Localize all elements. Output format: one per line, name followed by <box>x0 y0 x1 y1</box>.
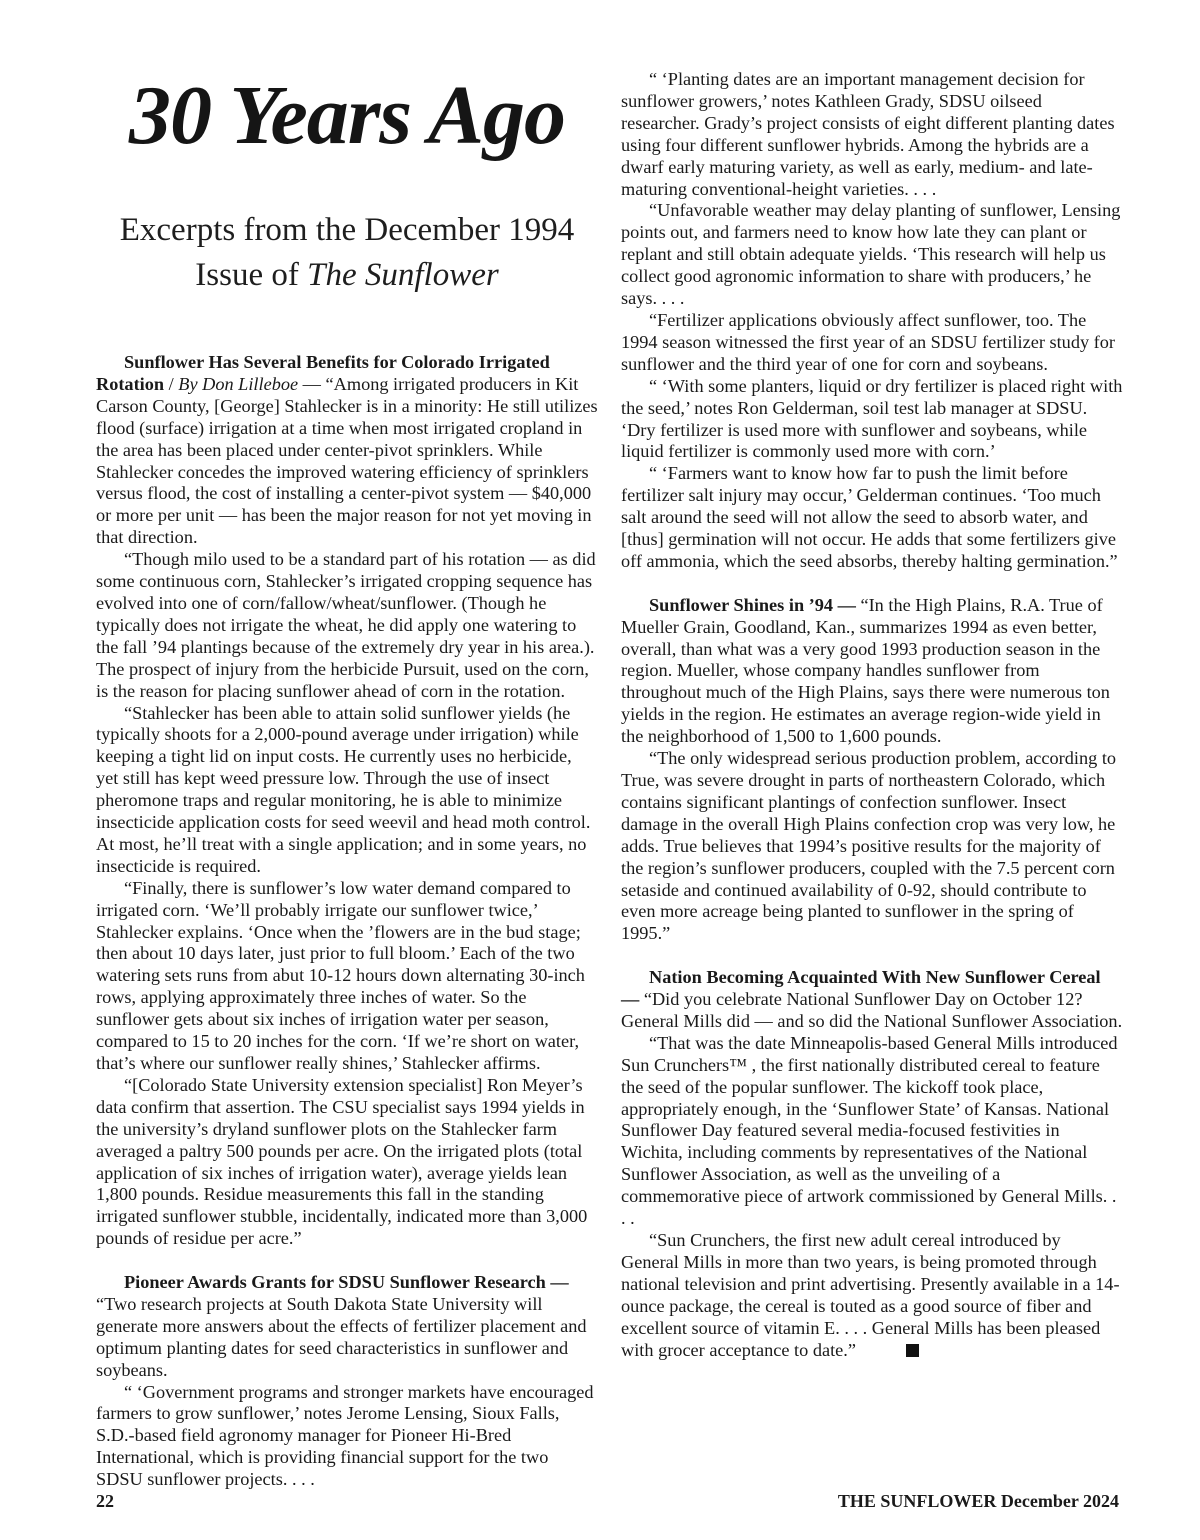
article-4-para-3-text: “Sun Crunchers, the first new adult cereal introduced by General Mills in more than two years, is being promoted through national television and print advertising. Presently available in a 14-ounce package, the cereal is touted as a good source of fiber and excellent source of vitamin E. . . . General Mills has been pleased with grocer acceptance to date.” <box>621 1230 1120 1360</box>
subtitle <box>96 208 598 298</box>
article-1-para-1 <box>96 352 598 549</box>
article-2-headline: Pioneer Awards Grants for SDSU Sunflower Research — <box>124 1272 569 1293</box>
article-3-headline: Sunflower Shines in ’94 — <box>649 594 856 615</box>
article-1-para-1-text: — “Among irrigated producers in Kit Carson County, [George] Stahlecker is in a minority: He still utilizes flood (surface) irrigation at a time when most irrigated cropland in the area has been placed under center-pivot sprinklers. While Stahlecker concedes the improved watering efficiency of sprinklers versus flood, the cost of installing a center-pivot system — $40,000 or more per unit — has been the major reason for not yet moving in that direction. <box>96 373 598 548</box>
article-4-para-1-text: “Did you celebrate National Sunflower Day on October 12? General Mills did — and so did the National Sunflower Association. <box>621 989 1123 1031</box>
subtitle-prefix: Issue of <box>195 257 308 293</box>
article-1-para-2: “Though milo used to be a standard part of his rotation — as did some continuous corn, Stahlecker’s irrigated cropping sequence has evolved into one of corn/fallow/wheat/sunflower. (Though he typically does not irrigate the wheat, he did apply one watering to the fall ’94 plantings because of the extremely dry year in his area.). The prospect of injury from the herbicide Pursuit, used on the corn, is the reason for placing sunflower ahead of corn in the rotation. <box>96 549 596 701</box>
article-1-para-4: “Finally, there is sunflower’s low water demand compared to irrigated corn. ‘We’ll probably irrigate our sunflower twice,’ Stahlecker explains. ‘Once when the ’flowers are in the bud stage; then about 10 days later, just prior to full bloom.’ Each of the two watering sets runs from abut 10-12 hours down alternating 30-inch rows, applying approximately three inches of water. So the sunflower gets about six inches of irrigation water per season, compared to 15 to 20 inches for the corn. ‘If we’re short on water, that’s where our sunflower really shines,’ Stahlecker affirms. <box>96 877 585 1073</box>
article-2-para-3: “ ‘Planting dates are an important management decision for sunflower growers,’ notes Kathleen Grady, SDSU oilseed researcher. Grady’s project consists of eight different planting dates using four different sunflower hybrids. Among the hybrids are a dwarf early maturing variety, as well as early, medium- and late-maturing conventional-height varieties. . . . <box>621 69 1115 199</box>
article-2-para-2: “ ‘Government programs and stronger markets have encouraged farmers to grow sunflower,’ notes Jerome Lensing, Sioux Falls, S.D.-based field agronomy manager for Pioneer Hi-Bred International, which is providing financial support for the two SDSU sunflower projects. . . . <box>96 1381 594 1490</box>
page-number: 22 <box>96 1491 114 1511</box>
article-2-para-6: “ ‘With some planters, liquid or dry fertilizer is placed right with the seed,’ notes Ron Gelderman, soil test lab manager at SDSU. ‘Dry fertilizer is used more with sunflower and soybeans, while liquid fertilizer is commonly used more with corn.’ <box>621 375 1123 462</box>
article-4-para-3 <box>621 1230 1123 1361</box>
right-column <box>621 69 1123 1361</box>
article-2-para-1-text: “Two research projects at South Dakota State University will generate more answers about the effects of fertilizer placement and optimum planting dates for seed characteristics in sunflower and soybeans. <box>96 1293 587 1380</box>
article-2-para-4: “Unfavorable weather may delay planting of sunflower, Lensing points out, and farmers need to know how late they can plant or replant and still obtain adequate yields. ‘This research will help us collect good agronomic information to share with producers,’ he says. . . . <box>621 200 1121 309</box>
article-1-para-3: “Stahlecker has been able to attain solid sunflower yields (he typically shoots for a 2,000-pound average under irrigation) while keeping a tight lid on input costs. He currently uses no herbicide, yet still has kept weed pressure low. Through the use of insect pheromone traps and regular monitoring, he is able to minimize insecticide application costs for seed weevil and head moth control. At most, he’ll treat with a single application; and in some years, no insecticide is required. <box>96 702 591 876</box>
article-3-para-1-text: “In the High Plains, R.A. True of Mueller Grain, Goodland, Kan., summarizes 1994 as even better, overall, than what was a very good 1993 production season in the region. Mueller, whose company handles sunflower from throughout much of the High Plains, says there were numerous ton yields in the region. He estimates an average region-wide yield in the neighborhood of 1,500 to 1,600 pounds. <box>621 594 1110 747</box>
masthead-title: 30 Years Ago <box>128 69 566 162</box>
article-3-para-2: “The only widespread serious production problem, according to True, was severe drought in parts of northeastern Colorado, which contains significant plantings of confection sunflower. Insect damage in the overall High Plains confection crop was very low, he adds. True believes that 1994’s positive results for the majority of the region’s sunflower producers, coupled with the 7.5 percent corn setaside and continued availability of 0-92, should contribute to even more acreage being planted to sunflower in the spring of 1995.” <box>621 748 1117 944</box>
article-2-para-5: “Fertilizer applications obviously affect sunflower, too. The 1994 season witnessed the first year of an SDSU fertilizer study for sunflower and the third year of one for corn and soybeans. <box>621 309 1115 374</box>
article-gap <box>621 945 1123 967</box>
article-1-para-5: “[Colorado State University extension specialist] Ron Meyer’s data confirm that assertion. The CSU specialist says 1994 yields in the university’s dryland sunflower plots on the Stahlecker farm averaged a paltry 500 pounds per acre. On the irrigated plots (total application of six inches of irrigation water), average yields lean 1,800 pounds. Residue measurements this fall in the standing irrigated sunflower stubble, incidentally, indicated more than 3,000 pounds of residue per acre.” <box>96 1074 588 1249</box>
left-column <box>96 352 598 1491</box>
article-4-para-1 <box>621 967 1123 1033</box>
article-2-para-7: “ ‘Farmers want to know how far to push the limit before fertilizer salt injury may occur,’ Gelderman continues. ‘Too much salt around the seed will not allow the seed to absorb water, and [thus] germination will not occur. He adds that some fertilizers give off ammonia, which the seed absorbs, thereby halting germination.” <box>621 463 1118 571</box>
article-3-para-1 <box>621 595 1123 748</box>
article-1-byline-sep: / <box>164 373 179 394</box>
article-4-para-2: “That was the date Minneapolis-based General Mills introduced Sun Crunchers™ , the first nationally distributed cereal to feature the seed of the popular sunflower. The kickoff took place, appropriately enough, in the ‘Sunflower State’ of Kansas. National Sunflower Day featured several media-focused festivities in Wichita, including comments by representatives of the National Sunflower Association, as well as the unveiling of a commemorative piece of artwork commissioned by General Mills. . . . <box>621 1032 1118 1229</box>
subtitle-line-1: Excerpts from the December 1994 <box>119 212 575 248</box>
article-2-para-1 <box>96 1272 598 1382</box>
subtitle-publication: The Sunflower <box>307 257 499 293</box>
footer-publication: THE SUNFLOWER December 2024 <box>837 1491 1119 1511</box>
article-gap <box>96 1250 598 1272</box>
article-1-byline: By Don Lilleboe <box>178 373 299 394</box>
article-4-headline: Nation Becoming Acquainted With New Sunflower Cereal — <box>621 967 1101 1010</box>
article-1-headline: Sunflower Has Several Benefits for Colorado Irrigated Rotation <box>96 352 550 394</box>
end-of-article-square-icon <box>906 1344 919 1357</box>
subtitle-line-2 <box>96 253 598 298</box>
article-gap <box>621 573 1123 595</box>
